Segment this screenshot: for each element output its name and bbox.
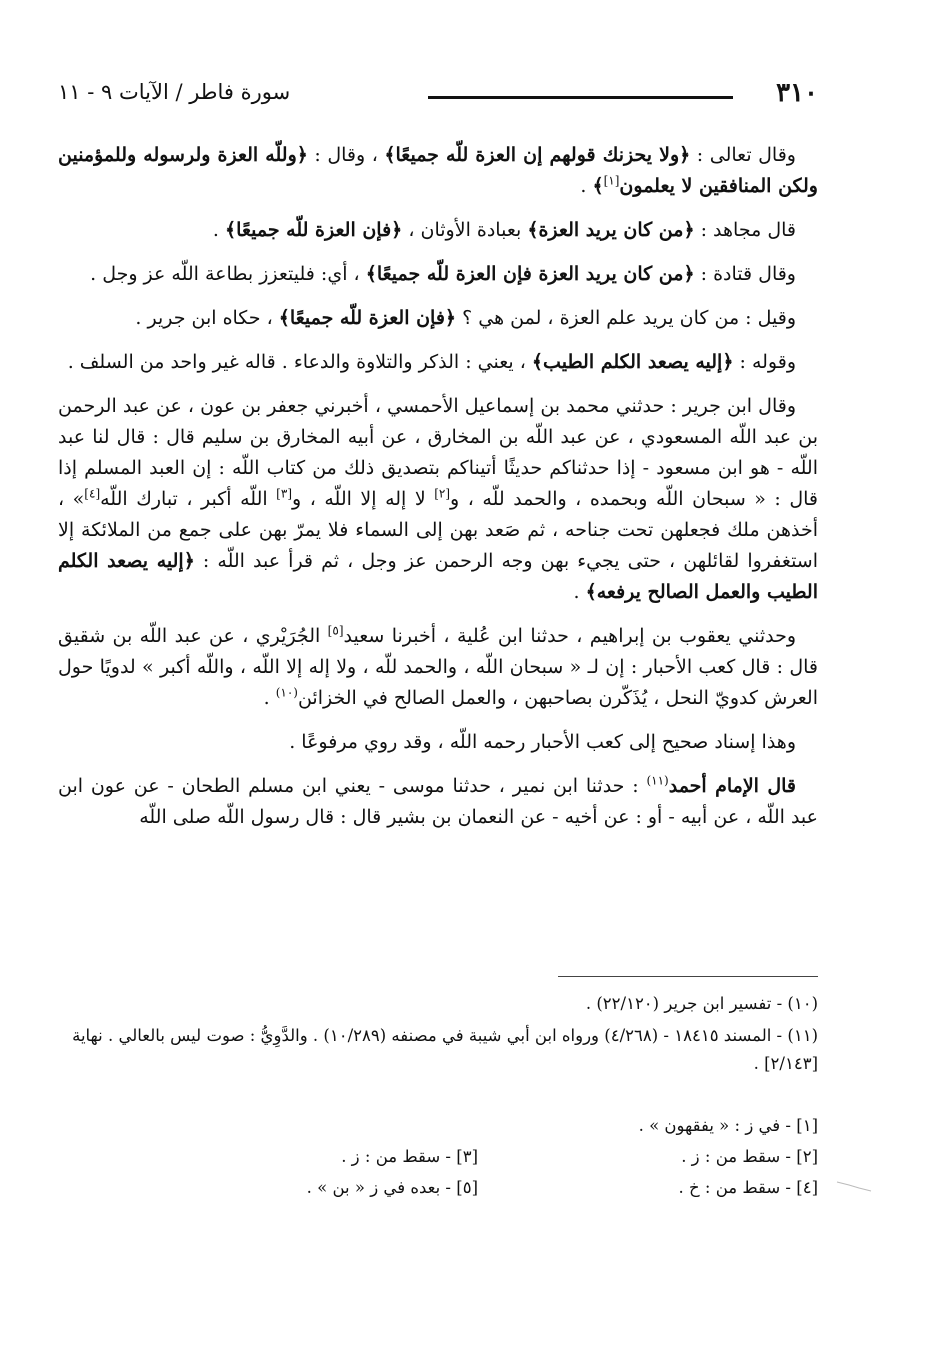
variant-note: [١] - في ز : « يفقهون » . bbox=[638, 1116, 818, 1135]
paragraph bbox=[58, 621, 818, 714]
quran-quote: ﴾ bbox=[592, 175, 604, 197]
header-rule bbox=[428, 96, 733, 99]
text-run: » ، أخذهن ملك فجعلهن تحت جناحه ، ثم صَعد بهن إلى السماء فلا يمرّ بهن على جمع من الملائكة إلا استغفروا لقائلهن ، حتى يجيء بهن وجه الرحمن عز وجل ، ثم قرأ عبد اللّه : bbox=[58, 488, 818, 572]
text-run: . bbox=[573, 581, 586, 603]
quran-quote: ﴿إليه يصعد الكلم الطيب﴾ bbox=[531, 351, 734, 373]
variant-row bbox=[58, 1110, 818, 1141]
text-run: وهذا إسناد صحيح إلى كعب الأحبار رحمه اللّه ، وقد روي مرفوعًا . bbox=[289, 731, 796, 753]
text-run: اللّه أكبر ، تبارك اللّه bbox=[100, 488, 277, 510]
text-run: وقوله : bbox=[733, 351, 796, 373]
variant-row bbox=[58, 1141, 818, 1172]
footnote-marker: [١] bbox=[603, 173, 620, 188]
variant-note: [٣] - سقط من : ز . bbox=[341, 1147, 478, 1166]
quran-quote: قال الإمام أحمد bbox=[668, 775, 797, 797]
quran-quote: ﴿من كان يريد العزة فإن العزة للّه جميعًا﴾ bbox=[365, 263, 695, 285]
variant-notes bbox=[58, 1110, 818, 1203]
text-run: الجُرَيْري ، عن عبد اللّه بن شقيق قال : قال كعب الأحبار : إن لـ « سبحان اللّه ، والحمد للّه ، ولا إله إلا اللّه ، واللّه أكبر » لدويًا حول العرش كدويّ النحل ، يُذَكّرن بصاحبهن ، والعمل الصالح في الخزائن bbox=[58, 625, 818, 709]
paragraph bbox=[58, 727, 818, 758]
text-run: : حدثنا ابن نمير ، حدثنا موسى - يعني ابن مسلم الطحان - عن عون ابن عبد اللّه ، عن أبيه - أو : عن أخيه - عن النعمان بن بشير قال : قال رسول اللّه صلى اللّه bbox=[58, 775, 818, 828]
scan-speck bbox=[835, 1180, 875, 1192]
paragraph bbox=[58, 303, 818, 334]
quran-quote: ﴿من كان يريد العزة﴾ bbox=[527, 219, 695, 241]
footnote-marker: [٣] bbox=[276, 486, 292, 501]
text-run: ، يعني : الذكر والتلاوة والدعاء . قاله غير واحد من السلف . bbox=[67, 351, 532, 373]
text-run: وحدثني يعقوب بن إبراهيم ، حدثنا ابن عُلية ، أخبرنا سعيد bbox=[343, 625, 797, 647]
text-run: . bbox=[580, 175, 593, 197]
footnotes bbox=[58, 990, 818, 1082]
footnote-marker: (١٠) bbox=[275, 685, 298, 700]
main-text bbox=[58, 140, 818, 846]
text-run: . bbox=[212, 219, 226, 241]
paragraph bbox=[58, 391, 818, 608]
variant-note: [٤] - سقط من : خ . bbox=[678, 1178, 818, 1197]
quran-quote: ﴿إليه يصعد الكلم الطيب والعمل الصالح يرفعه﴾ bbox=[58, 550, 818, 603]
quran-quote: ﴿فإن العزة للّه جميعًا﴾ bbox=[278, 307, 457, 329]
paragraph bbox=[58, 771, 818, 833]
text-run: . bbox=[263, 687, 276, 709]
footnote: (١١) - المسند ١٨٤١٥ - (٤/٢٦٨) ورواه ابن أبي شيبة في مصنفه (١٠/٢٨٩) . والدَّوِيُّ : صوت ليس بالعالي . نهاية [٢/١٤٣] . bbox=[72, 1026, 818, 1073]
paragraph bbox=[58, 140, 818, 202]
footnote-marker: [٢] bbox=[434, 486, 451, 501]
text-run: لا إله إلا اللّه ، و bbox=[292, 488, 435, 510]
variant-note: [٥] - بعده في ز « بن » . bbox=[306, 1178, 478, 1197]
text-run: قال مجاهد : bbox=[694, 219, 796, 241]
text-run: بعبادة الأوثان ، bbox=[402, 219, 528, 241]
text-run: ، وقال : bbox=[307, 144, 385, 166]
text-run: ، حكاه ابن جرير . bbox=[135, 307, 279, 329]
paragraph bbox=[58, 215, 818, 246]
footnote-divider bbox=[558, 976, 818, 977]
text-run: ، أي: فليتعزز بطاعة اللّه عز وجل . bbox=[90, 263, 366, 285]
page-number: ٣١٠ bbox=[776, 78, 818, 108]
paragraph bbox=[58, 259, 818, 290]
text-run: وقال ابن جرير : حدثني محمد بن إسماعيل الأحمسي ، أخبرني جعفر بن عون ، عن عبد الرحمن بن عبد اللّه المسعودي ، عن عبد اللّه بن المخارق ، عن أبيه المخارق بن سليم قال : قال لنا عبد اللّه - هو ابن مسعود - إذا حدثناكم حديثًا أتيناكم بتصديق ذلك من كتاب اللّه : إن العبد المسلم إذا قال : « سبحان اللّه وبحمده ، والحمد للّه ، و bbox=[58, 395, 819, 510]
footnote-marker: (١١) bbox=[646, 773, 669, 788]
variant-row bbox=[58, 1172, 818, 1203]
variant-note: [٢] - سقط من : ز . bbox=[681, 1147, 818, 1166]
text-run: وقيل : من كان يريد علم العزة ، لمن هي ؟ bbox=[456, 307, 796, 329]
running-title: سورة فاطر / الآيات ٩ - ١١ bbox=[58, 80, 291, 104]
variant-note bbox=[138, 1110, 478, 1141]
page-header bbox=[58, 78, 818, 118]
footnote-marker: [٤] bbox=[84, 486, 101, 501]
paragraph bbox=[58, 347, 818, 378]
footnote: (١٠) - تفسير ابن جرير (٢٢/١٢٠) . bbox=[585, 994, 818, 1013]
quran-quote: ﴿ولا يحزنك قولهم إن العزة للّه جميعًا﴾ bbox=[384, 144, 691, 166]
quran-quote: ﴿فإن العزة للّه جميعًا﴾ bbox=[225, 219, 403, 241]
text-run: وقال تعالى : bbox=[690, 144, 796, 166]
quran-quote: ﴿وللّه العزة ولرسوله وللمؤمنين ولكن المنافقين لا يعلمون bbox=[58, 144, 818, 197]
text-run: وقال قتادة : bbox=[694, 263, 796, 285]
footnote-marker: [٥] bbox=[327, 623, 344, 638]
